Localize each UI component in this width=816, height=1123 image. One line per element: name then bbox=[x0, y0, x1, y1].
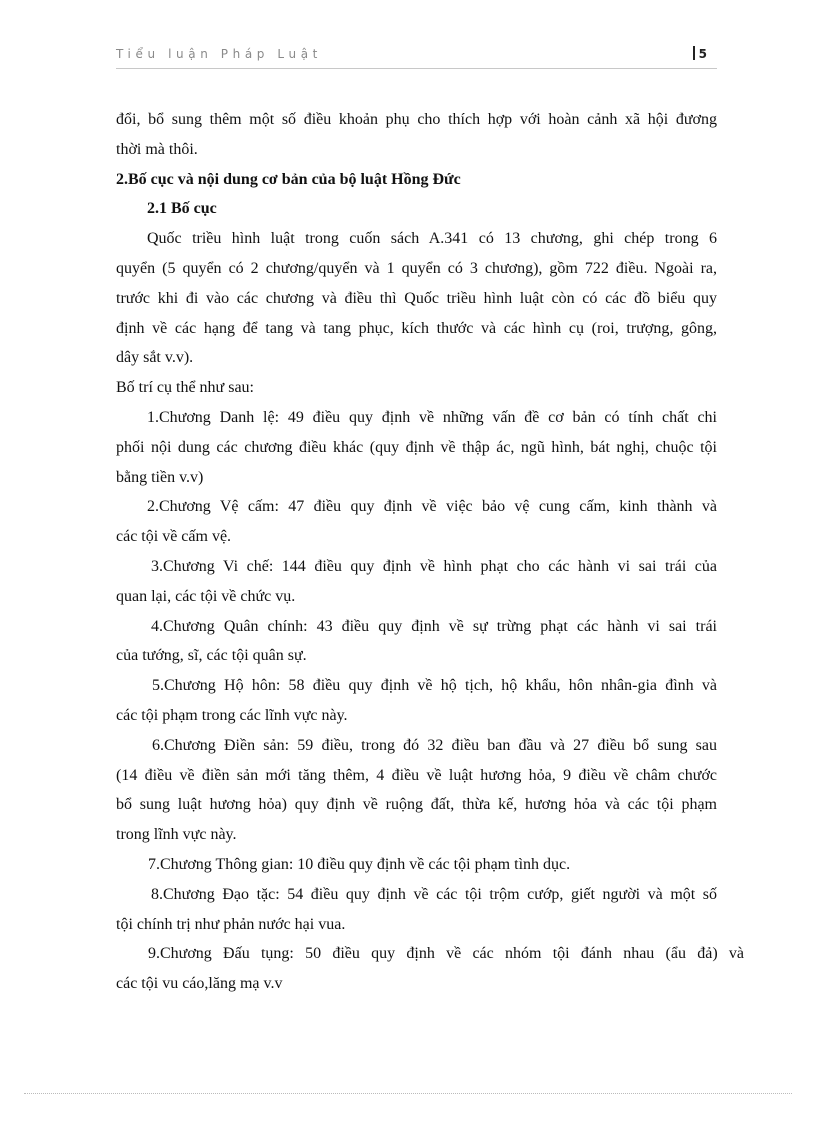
text-line: của tướng, sĩ, các tội quân sự. bbox=[116, 647, 307, 665]
text-line: (14 điều về điền sản mới tăng thêm, 4 điều về luật hương hỏa, 9 điều về châm chước bbox=[116, 766, 717, 784]
text-line: 8.Chương Đạo tặc: 54 điều quy định về các tội trộm cướp, giết người và một số bbox=[151, 885, 717, 903]
text-line: 9.Chương Đấu tụng: 50 điều quy định về các nhóm tội đánh nhau (ẩu đả) và bbox=[148, 945, 744, 963]
text-line: trước khi đi vào các chương và điều thì Quốc triều hình luật còn có các đồ biểu quy bbox=[116, 289, 717, 307]
text-line: 5.Chương Hộ hôn: 58 điều quy định về hộ tịch, hộ khẩu, hôn nhân-gia đình và bbox=[152, 677, 717, 695]
document-body bbox=[116, 105, 744, 999]
text-line: quan lại, các tội về chức vụ. bbox=[116, 587, 296, 605]
text-line: phối nội dung các chương điều khác (quy định về thập ác, ngũ hình, bát nghị, chuộc tội bbox=[116, 438, 717, 456]
text-line: các tội vu cáo,lăng mạ v.v bbox=[116, 975, 283, 993]
text-line: trong lĩnh vực này. bbox=[116, 826, 237, 844]
text-line: 4.Chương Quân chính: 43 điều quy định về sự trừng phạt các hành vi sai trái bbox=[151, 617, 717, 635]
page-header bbox=[116, 47, 717, 69]
page-bottom-divider bbox=[24, 1093, 792, 1094]
text-line: quyển (5 quyển có 2 chương/quyển và 1 quyển có 3 chương), gồm 722 điều. Ngoài ra, bbox=[116, 259, 717, 277]
page-number: 5 bbox=[693, 46, 707, 61]
heading-line: 2.Bố cục và nội dung cơ bản của bộ luật Hồng Đức bbox=[116, 170, 461, 188]
text-line: đổi, bổ sung thêm một số điều khoản phụ cho thích hợp với hoàn cảnh xã hội đương bbox=[116, 111, 717, 128]
text-line: Bố trí cụ thể như sau: bbox=[116, 379, 254, 397]
text-line: 6.Chương Điền sản: 59 điều, trong đó 32 điều ban đầu và 27 điều bổ sung sau bbox=[152, 736, 717, 754]
text-line: 3.Chương Vi chế: 144 điều quy định về hình phạt cho các hành vi sai trái của bbox=[151, 557, 717, 575]
text-line: 7.Chương Thông gian: 10 điều quy định về các tội phạm tình dục. bbox=[148, 855, 571, 873]
text-line: 2.Chương Vệ cấm: 47 điều quy định về việc bảo vệ cung cấm, kinh thành và bbox=[147, 498, 717, 516]
text-line: bằng tiền v.v) bbox=[116, 468, 204, 486]
text-line: định về các hạng để tang và tang phục, kích thước và các hình cụ (roi, trượng, gông, bbox=[116, 319, 717, 337]
text-line: Quốc triều hình luật trong cuốn sách A.341 có 13 chương, ghi chép trong 6 bbox=[147, 230, 717, 248]
text-line: dây sắt v.v). bbox=[116, 349, 194, 367]
heading-line: 2.1 Bố cục bbox=[147, 200, 217, 218]
text-line: bổ sung luật hương hỏa) quy định về ruộng đất, thừa kế, hương hỏa và các tội phạm bbox=[116, 796, 717, 814]
text-line: các tội phạm trong các lĩnh vực này. bbox=[116, 706, 348, 724]
text-line: thời mà thôi. bbox=[116, 140, 198, 158]
text-line: 1.Chương Danh lệ: 49 điều quy định về những vấn đề cơ bản có tính chất chi bbox=[147, 408, 717, 426]
text-line: các tội về cấm vệ. bbox=[116, 528, 232, 546]
text-line: tội chính trị như phản nước hại vua. bbox=[116, 915, 346, 933]
header-title: Tiểu luận Pháp Luật bbox=[116, 47, 322, 61]
